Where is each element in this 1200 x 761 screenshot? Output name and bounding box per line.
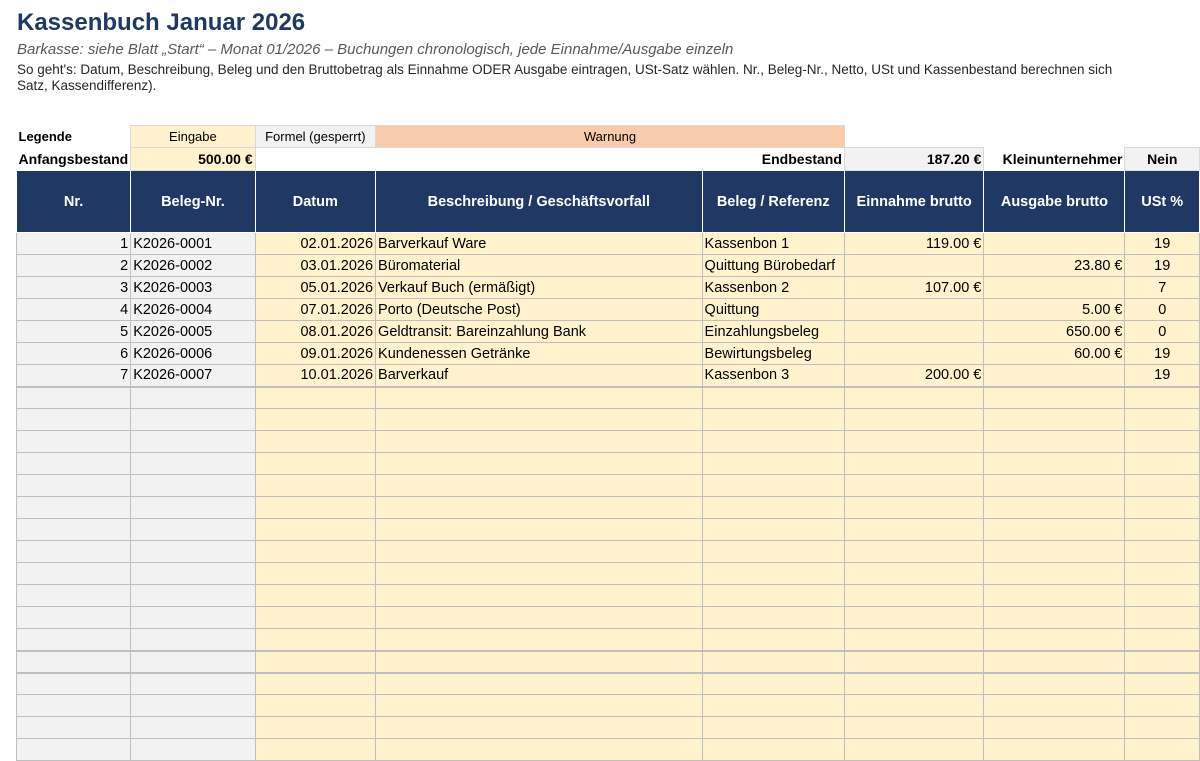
datum-input[interactable]: [255, 497, 375, 519]
ust-select[interactable]: 19: [1125, 343, 1200, 365]
einnahme-input[interactable]: [844, 475, 983, 497]
ausgabe-input[interactable]: [984, 453, 1125, 475]
beschreibung-input[interactable]: [376, 409, 703, 431]
anfangsbestand-input[interactable]: 500.00 €: [131, 148, 255, 171]
referenz-input[interactable]: Kassenbon 2: [702, 277, 844, 299]
table-row: [17, 519, 1200, 541]
row-nr: [17, 629, 131, 651]
table-row: [17, 255, 1200, 277]
referenz-input[interactable]: [702, 497, 844, 519]
table-row: [17, 475, 1200, 497]
einnahme-input[interactable]: 200.00 €: [844, 365, 983, 387]
datum-input[interactable]: [255, 629, 375, 651]
col-header-ausgabe: Ausgabe brutto: [984, 171, 1125, 233]
datum-input[interactable]: [255, 651, 375, 673]
beleg-nr-cell: [131, 651, 255, 673]
ausgabe-input[interactable]: [984, 585, 1125, 607]
table-row: [17, 409, 1200, 431]
einnahme-input[interactable]: [844, 607, 983, 629]
instructions-text: So geht's: Datum, Beschreibung, Beleg und den Bruttobetrag als Einnahme ODER Ausgabe eintragen, USt-Satz wählen. Nr., Beleg-Nr., Netto, USt und Kassenbestand berechnen sich Satz, Kassendifferenz).: [17, 62, 1113, 93]
ausgabe-input[interactable]: [984, 233, 1125, 255]
table-row: [17, 563, 1200, 585]
beleg-nr-cell: K2026-0005: [131, 321, 255, 343]
row-nr: [17, 563, 131, 585]
table-row: [17, 497, 1200, 519]
datum-input[interactable]: [255, 563, 375, 585]
beleg-nr-cell: [131, 585, 255, 607]
datum-input[interactable]: 07.01.2026: [255, 299, 375, 321]
beleg-nr-cell: [131, 497, 255, 519]
einnahme-input[interactable]: [844, 343, 983, 365]
beschreibung-input[interactable]: Büromaterial: [376, 255, 703, 277]
beleg-nr-cell: [131, 409, 255, 431]
ausgabe-input[interactable]: [984, 277, 1125, 299]
beschreibung-input[interactable]: Kundenessen Getränke: [376, 343, 703, 365]
datum-input[interactable]: [255, 431, 375, 453]
col-header-ust: USt %: [1125, 171, 1200, 233]
referenz-input[interactable]: [702, 409, 844, 431]
row-nr: [17, 717, 131, 739]
ausgabe-input[interactable]: [984, 387, 1125, 409]
beschreibung-input[interactable]: [376, 695, 703, 717]
table-row: [17, 717, 1200, 739]
ausgabe-input[interactable]: [984, 717, 1125, 739]
row-nr: [17, 585, 131, 607]
referenz-input[interactable]: [702, 607, 844, 629]
row-nr: [17, 453, 131, 475]
col-header-beschreibung: Beschreibung / Geschäftsvorfall: [376, 171, 703, 233]
einnahme-input[interactable]: [844, 431, 983, 453]
ust-select[interactable]: 19: [1125, 233, 1200, 255]
ausgabe-input[interactable]: [984, 365, 1125, 387]
legend-formel-swatch: Formel (gesperrt): [255, 126, 375, 148]
referenz-input[interactable]: [702, 629, 844, 651]
beschreibung-input[interactable]: [376, 475, 703, 497]
referenz-input[interactable]: Kassenbon 1: [702, 233, 844, 255]
einnahme-input[interactable]: [844, 695, 983, 717]
ausgabe-input[interactable]: [984, 651, 1125, 673]
beschreibung-input[interactable]: Porto (Deutsche Post): [376, 299, 703, 321]
beschreibung-input[interactable]: [376, 607, 703, 629]
beleg-nr-cell: K2026-0001: [131, 233, 255, 255]
ust-select[interactable]: [1125, 563, 1200, 585]
ausgabe-input[interactable]: 650.00 €: [984, 321, 1125, 343]
beleg-nr-cell: [131, 629, 255, 651]
row-nr: [17, 651, 131, 673]
einnahme-input[interactable]: [844, 651, 983, 673]
sheet-subtitle: Barkasse: siehe Blatt „Start“ – Monat 01/2026 – Buchungen chronologisch, jede Einnahme/Ausgabe einzeln: [17, 41, 734, 58]
ust-select[interactable]: [1125, 717, 1200, 739]
ust-select[interactable]: 0: [1125, 299, 1200, 321]
datum-input[interactable]: [255, 387, 375, 409]
row-nr: 7: [17, 365, 131, 387]
beleg-nr-cell: [131, 387, 255, 409]
beschreibung-input[interactable]: [376, 629, 703, 651]
table-row: [17, 629, 1200, 651]
table-row: [17, 277, 1200, 299]
kleinunternehmer-select[interactable]: Nein: [1125, 148, 1200, 171]
ust-select[interactable]: [1125, 475, 1200, 497]
beschreibung-input[interactable]: [376, 497, 703, 519]
datum-input[interactable]: 02.01.2026: [255, 233, 375, 255]
col-header-datum: Datum: [255, 171, 375, 233]
col-header-beleg-nr: Beleg-Nr.: [131, 171, 255, 233]
row-nr: 4: [17, 299, 131, 321]
ust-select[interactable]: [1125, 541, 1200, 563]
einnahme-input[interactable]: [844, 255, 983, 277]
ust-select[interactable]: 19: [1125, 365, 1200, 387]
table-row: [17, 233, 1200, 255]
ausgabe-input[interactable]: [984, 563, 1125, 585]
einnahme-input[interactable]: [844, 673, 983, 695]
einnahme-input[interactable]: [844, 387, 983, 409]
beleg-nr-cell: [131, 673, 255, 695]
referenz-input[interactable]: [702, 673, 844, 695]
ust-select[interactable]: 0: [1125, 321, 1200, 343]
ausgabe-input[interactable]: [984, 431, 1125, 453]
referenz-input[interactable]: Bewirtungsbeleg: [702, 343, 844, 365]
einnahme-input[interactable]: [844, 409, 983, 431]
referenz-input[interactable]: Einzahlungsbeleg: [702, 321, 844, 343]
row-nr: [17, 387, 131, 409]
row-nr: [17, 475, 131, 497]
beschreibung-input[interactable]: [376, 519, 703, 541]
ust-select[interactable]: [1125, 497, 1200, 519]
legend-label: Legende: [18, 129, 72, 144]
referenz-input[interactable]: [702, 387, 844, 409]
ausgabe-input[interactable]: 60.00 €: [984, 343, 1125, 365]
beschreibung-input[interactable]: Barverkauf Ware: [376, 233, 703, 255]
beleg-nr-cell: K2026-0007: [131, 365, 255, 387]
ausgabe-input[interactable]: [984, 519, 1125, 541]
row-nr: [17, 673, 131, 695]
legend-warnung-swatch: Warnung: [376, 126, 845, 148]
ust-select[interactable]: [1125, 607, 1200, 629]
beleg-nr-cell: [131, 695, 255, 717]
table-row: [17, 585, 1200, 607]
beleg-nr-cell: [131, 563, 255, 585]
ausgabe-input[interactable]: [984, 607, 1125, 629]
referenz-input[interactable]: [702, 453, 844, 475]
kleinunternehmer-label: Kleinunternehmer: [1002, 150, 1123, 167]
row-nr: 1: [17, 233, 131, 255]
beleg-nr-cell: [131, 453, 255, 475]
row-nr: 5: [17, 321, 131, 343]
datum-input[interactable]: [255, 607, 375, 629]
datum-input[interactable]: 08.01.2026: [255, 321, 375, 343]
ust-select[interactable]: 19: [1125, 255, 1200, 277]
beschreibung-input[interactable]: [376, 717, 703, 739]
legend-row: [17, 126, 1200, 148]
table-row: [17, 695, 1200, 717]
einnahme-input[interactable]: 119.00 €: [844, 233, 983, 255]
referenz-input[interactable]: Quittung: [702, 299, 844, 321]
legend-empty: [844, 126, 1199, 148]
beschreibung-input[interactable]: [376, 563, 703, 585]
beleg-nr-cell: [131, 717, 255, 739]
beschreibung-input[interactable]: [376, 453, 703, 475]
datum-input[interactable]: [255, 541, 375, 563]
referenz-input[interactable]: [702, 519, 844, 541]
table-row: [17, 365, 1200, 387]
beleg-nr-cell: K2026-0003: [131, 277, 255, 299]
datum-input[interactable]: [255, 695, 375, 717]
einnahme-input[interactable]: [844, 321, 983, 343]
row-nr: [17, 541, 131, 563]
beschreibung-input[interactable]: [376, 585, 703, 607]
ausgabe-input[interactable]: 5.00 €: [984, 299, 1125, 321]
beleg-nr-cell: K2026-0004: [131, 299, 255, 321]
referenz-input[interactable]: [702, 431, 844, 453]
table-row: [17, 541, 1200, 563]
datum-input[interactable]: 03.01.2026: [255, 255, 375, 277]
datum-input[interactable]: 05.01.2026: [255, 277, 375, 299]
table-row: [17, 299, 1200, 321]
referenz-input[interactable]: Quittung Bürobedarf: [702, 255, 844, 277]
col-header-nr: Nr.: [17, 171, 131, 233]
ausgabe-input[interactable]: 23.80 €: [984, 255, 1125, 277]
referenz-input[interactable]: [702, 563, 844, 585]
table-row: [17, 343, 1200, 365]
col-header-referenz: Beleg / Referenz: [702, 171, 844, 233]
beleg-nr-cell: [131, 431, 255, 453]
table-row: [17, 673, 1200, 695]
ust-select[interactable]: [1125, 431, 1200, 453]
einnahme-input[interactable]: [844, 585, 983, 607]
ust-select[interactable]: [1125, 673, 1200, 695]
ausgabe-input[interactable]: [984, 695, 1125, 717]
balance-row: [17, 148, 1200, 171]
ust-select[interactable]: [1125, 387, 1200, 409]
datum-input[interactable]: [255, 453, 375, 475]
beschreibung-input[interactable]: [376, 673, 703, 695]
row-nr: 6: [17, 343, 131, 365]
ausgabe-input[interactable]: [984, 673, 1125, 695]
endbestand-label: Endbestand: [761, 151, 842, 167]
einnahme-input[interactable]: [844, 563, 983, 585]
referenz-input[interactable]: Kassenbon 3: [702, 365, 844, 387]
einnahme-input[interactable]: 107.00 €: [844, 277, 983, 299]
beleg-nr-cell: K2026-0002: [131, 255, 255, 277]
table-row: [17, 607, 1200, 629]
row-nr: [17, 519, 131, 541]
referenz-input[interactable]: [702, 475, 844, 497]
datum-input[interactable]: [255, 409, 375, 431]
datum-input[interactable]: [255, 475, 375, 497]
referenz-input[interactable]: [702, 541, 844, 563]
ust-select[interactable]: [1125, 453, 1200, 475]
beleg-nr-cell: [131, 541, 255, 563]
table-row: [17, 453, 1200, 475]
datum-input[interactable]: [255, 717, 375, 739]
table-row: [17, 321, 1200, 343]
datum-input[interactable]: [255, 519, 375, 541]
einnahme-input[interactable]: [844, 519, 983, 541]
ausgabe-input[interactable]: [984, 475, 1125, 497]
beleg-nr-cell: [131, 475, 255, 497]
einnahme-input[interactable]: [844, 453, 983, 475]
datum-input[interactable]: 10.01.2026: [255, 365, 375, 387]
sheet-title: Kassenbuch Januar 2026: [17, 9, 306, 36]
ausgabe-input[interactable]: [984, 629, 1125, 651]
row-nr: [17, 497, 131, 519]
row-nr: 3: [17, 277, 131, 299]
ust-select[interactable]: [1125, 409, 1200, 431]
datum-input[interactable]: 09.01.2026: [255, 343, 375, 365]
ust-select[interactable]: [1125, 629, 1200, 651]
beschreibung-input[interactable]: [376, 431, 703, 453]
row-nr: [17, 409, 131, 431]
einnahme-input[interactable]: [844, 717, 983, 739]
col-header-einnahme: Einnahme brutto: [844, 171, 983, 233]
table-header-row: [17, 171, 1200, 233]
beleg-nr-cell: K2026-0006: [131, 343, 255, 365]
legend-eingabe-swatch: Eingabe: [131, 126, 255, 148]
beschreibung-input[interactable]: Barverkauf: [376, 365, 703, 387]
beschreibung-input[interactable]: Geldtransit: Bareinzahlung Bank: [376, 321, 703, 343]
anfangsbestand-label: Anfangsbestand: [18, 150, 129, 167]
beschreibung-input[interactable]: [376, 387, 703, 409]
row-nr: 2: [17, 255, 131, 277]
einnahme-input[interactable]: [844, 629, 983, 651]
ust-select[interactable]: [1125, 651, 1200, 673]
row-nr: [17, 431, 131, 453]
ust-select[interactable]: 7: [1125, 277, 1200, 299]
beschreibung-input[interactable]: [376, 651, 703, 673]
row-nr: [17, 695, 131, 717]
endbestand-value: 187.20 €: [844, 148, 983, 171]
referenz-input[interactable]: [702, 695, 844, 717]
ausgabe-input[interactable]: [984, 541, 1125, 563]
ausgabe-input[interactable]: [984, 497, 1125, 519]
row-nr: [17, 607, 131, 629]
ust-select[interactable]: [1125, 585, 1200, 607]
table-row: [17, 387, 1200, 409]
table-row: [17, 651, 1200, 673]
datum-input[interactable]: [255, 673, 375, 695]
beleg-nr-cell: [131, 607, 255, 629]
beschreibung-input[interactable]: [376, 541, 703, 563]
referenz-input[interactable]: [702, 585, 844, 607]
ust-select[interactable]: [1125, 695, 1200, 717]
einnahme-input[interactable]: [844, 299, 983, 321]
einnahme-input[interactable]: [844, 541, 983, 563]
ausgabe-input[interactable]: [984, 409, 1125, 431]
referenz-input[interactable]: [702, 717, 844, 739]
beschreibung-input[interactable]: Verkauf Buch (ermäßigt): [376, 277, 703, 299]
datum-input[interactable]: [255, 585, 375, 607]
beleg-nr-cell: [131, 519, 255, 541]
einnahme-input[interactable]: [844, 497, 983, 519]
table-row: [17, 431, 1200, 453]
ust-select[interactable]: [1125, 519, 1200, 541]
referenz-input[interactable]: [702, 651, 844, 673]
cashbook-table: [16, 125, 1200, 761]
